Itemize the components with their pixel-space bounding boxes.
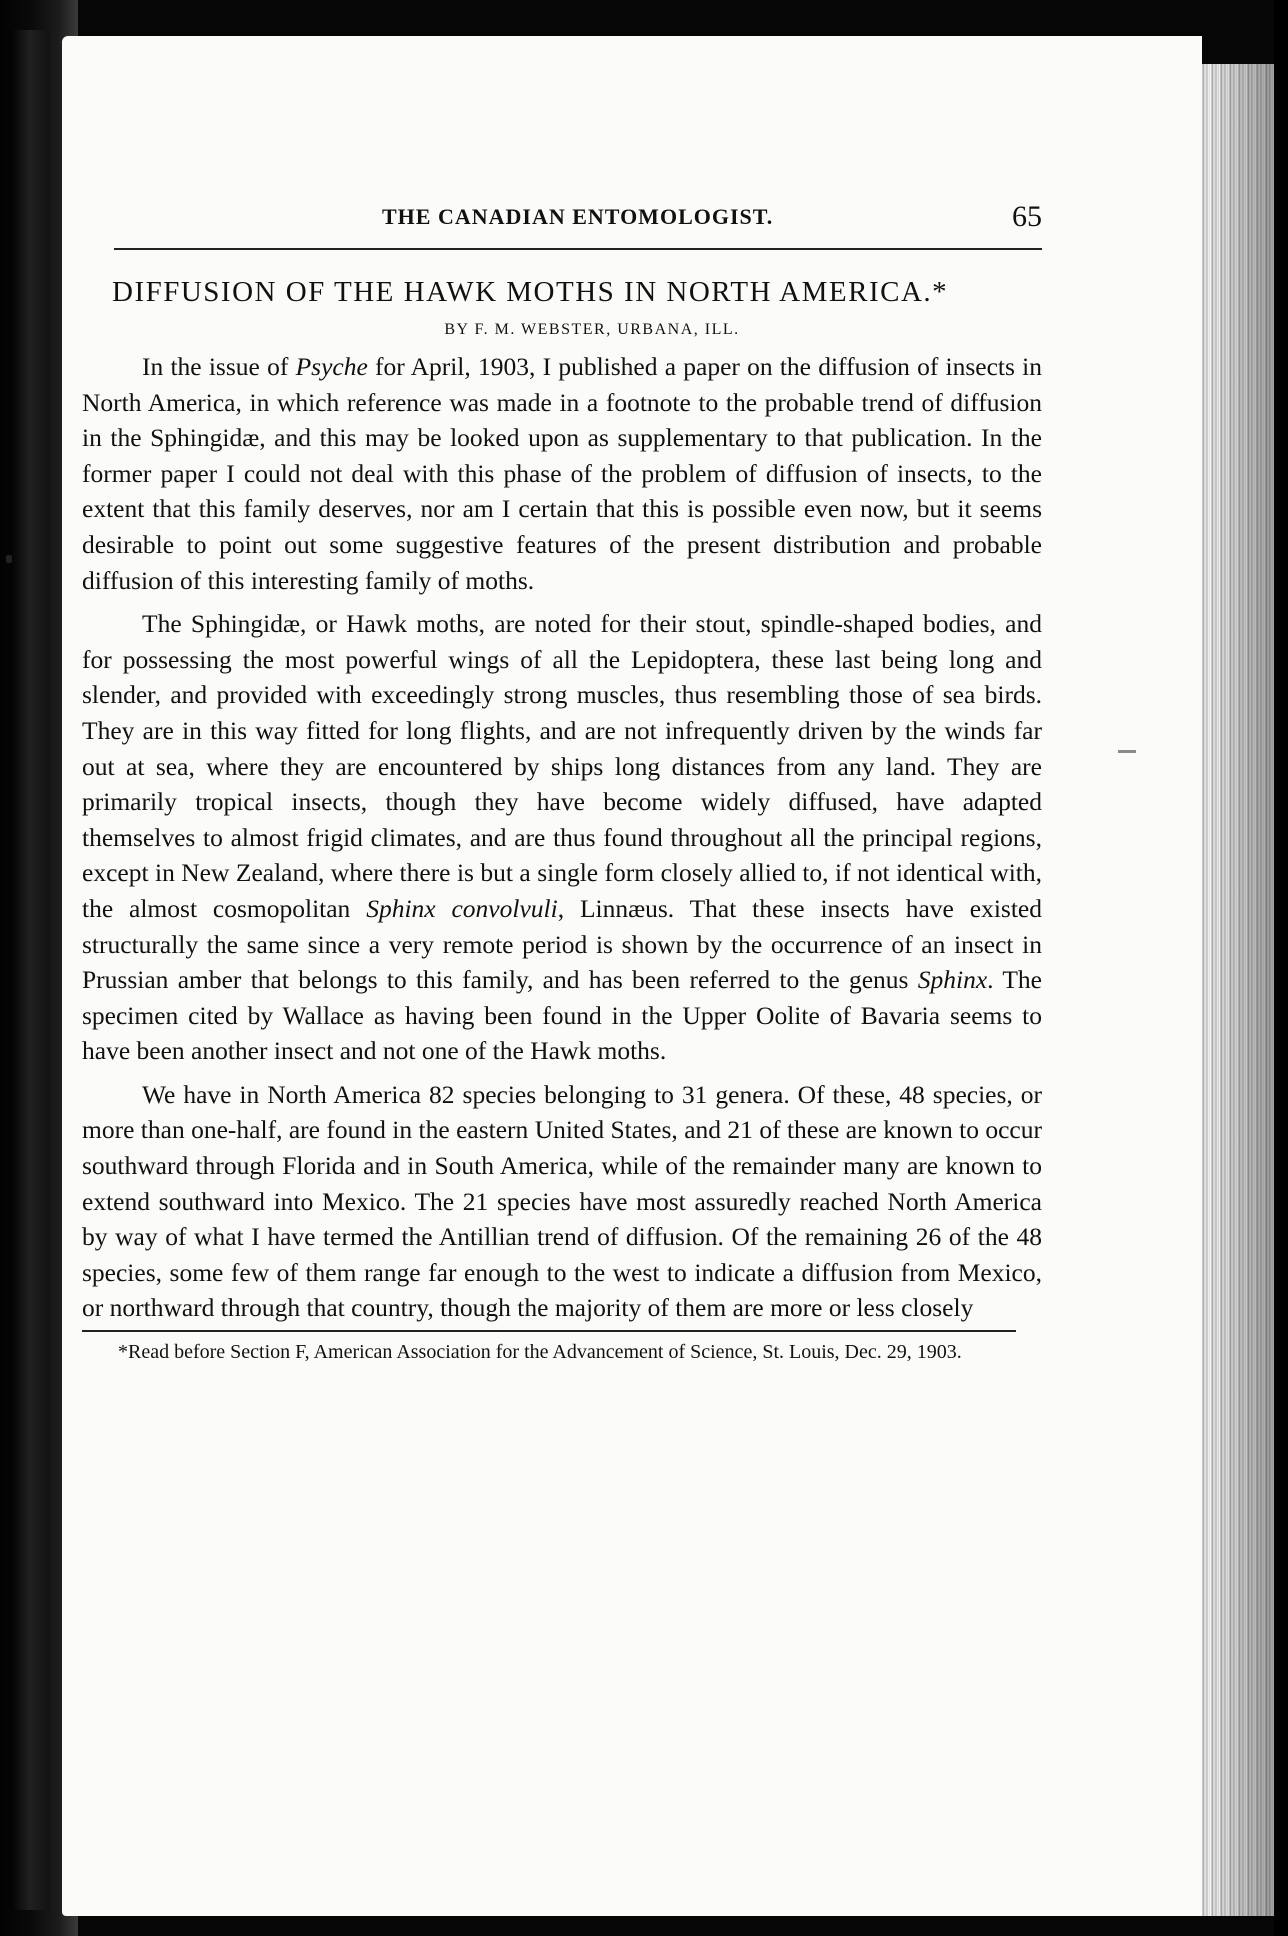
article-byline: BY F. M. WEBSTER, URBANA, ILL. bbox=[444, 321, 740, 338]
paragraph-2-text-a: The Sphingidæ, or Hawk moths, are noted for their stout, spindle-shaped bodies, and for possessing the most powerful wings of all the Lepidoptera, these last being long and slender, and provided with exceedingly strong muscles, thus resembling those of sea birds. They are in this way fitted for long flights, and are not infrequently driven by the winds far out at sea, where they are encountered by ships long distances from any land. They are primarily tropical insects, though they have become widely diffused, have adapted themselves to almost frigid climates, and are thus found throughout all the principal regions, except in New Zealand, where there is but a single form closely allied to, if not identical with, the almost cosmopolitan bbox=[82, 609, 1042, 923]
page-content bbox=[82, 190, 1042, 1364]
paragraph-3: We have in North America 82 species belonging to 31 genera. Of these, 48 species, or more than one-half, are found in the eastern United States, and 21 of these are known to occur southward through Florida and in South America, while of the remainder many are known to extend southward into Mexico. The 21 species have most assuredly reached North America by way of what I have termed the Antillian trend of diffusion. Of the remaining 26 of the 48 species, some few of them range far enough to the west to indicate a diffusion from Mexico, or northward through that country, though the majority of them are more or less closely bbox=[82, 1079, 1042, 1323]
footnote: *Read before Section F, American Association for the Advancement of Science, St. Louis, Dec. 29, 1903. bbox=[118, 1341, 962, 1364]
paragraph-2-text-c: , Linnæus. That these insects have existed structurally the same since a very remote period is shown by the occurrence of an insect in Prussian amber that belongs to this family, and has been referred to the genus bbox=[82, 893, 1042, 995]
genus-name-sphinx: Sphinx bbox=[917, 965, 988, 995]
article-title: DIFFUSION OF THE HAWK MOTHS IN NORTH AMERICA.* bbox=[112, 276, 949, 308]
margin-mark bbox=[1118, 750, 1136, 753]
right-border bbox=[1274, 0, 1288, 1936]
spine-highlight bbox=[10, 30, 50, 1910]
paragraph-1-text-a: In the issue of bbox=[142, 352, 296, 381]
paragraph-2-text-e: . The specimen cited by Wallace as having been found in the Upper Oolite of Bavaria seems to have been another insect and not one of the Hawk moths. bbox=[82, 965, 1042, 1066]
paragraph-1 bbox=[82, 349, 1042, 598]
species-name-sphinx-convolvuli: Sphinx convolvuli bbox=[366, 893, 558, 923]
running-title: THE CANADIAN ENTOMOLOGIST. bbox=[382, 204, 774, 229]
header-rule bbox=[114, 248, 1042, 250]
running-head bbox=[82, 190, 1042, 254]
footnote-rule bbox=[82, 1330, 1016, 1332]
journal-name-psyche: Psyche bbox=[295, 352, 368, 381]
article-body bbox=[82, 349, 1042, 1326]
page-number: 65 bbox=[1012, 200, 1042, 233]
paragraph-1-text-c: for April, 1903, I published a paper on the diffusion of insects in North America, in which reference was made in a footnote to the probable trend of diffusion in the Sphingidæ, and this may be looked upon as supplementary to that publication. In the former paper I could not deal with this phase of the problem of diffusion of insects, to the extent that this family deserves, nor am I certain that this is possible even now, but it seems desirable to point out some suggestive features of the present distribution and probable diffusion of this interesting family of moths. bbox=[82, 352, 1043, 595]
paragraph-2 bbox=[82, 606, 1042, 1069]
margin-speck bbox=[6, 555, 12, 563]
